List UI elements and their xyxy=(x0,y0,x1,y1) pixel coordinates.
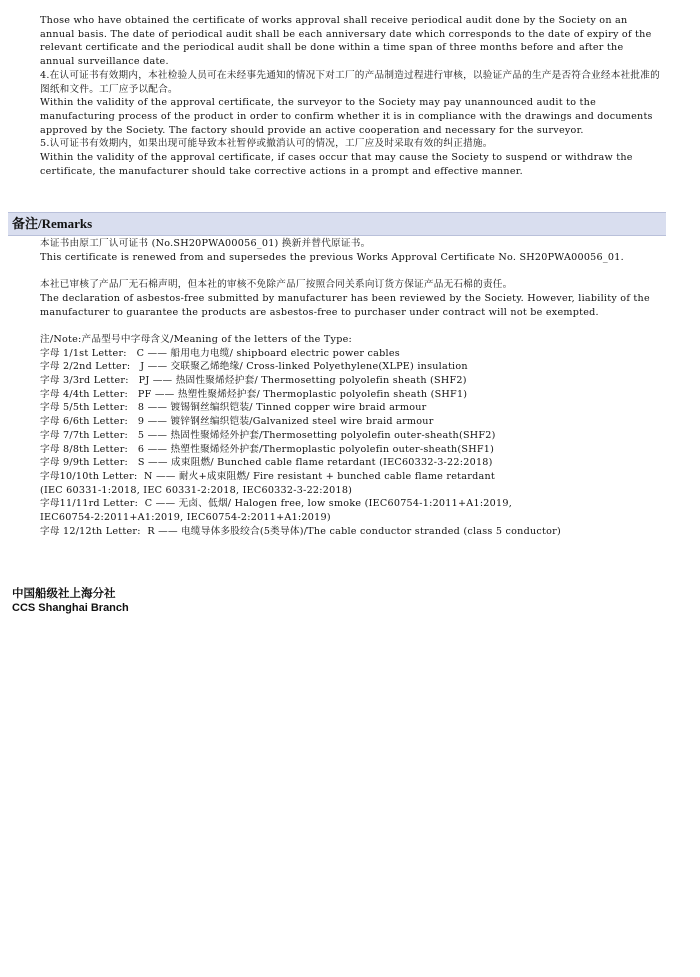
letter-line: 字母 8/8th Letter: 6 —— 热塑性聚烯烃外护套/Thermoplastic polyolefin outer-sheath(SHF1) xyxy=(40,443,495,455)
remarks-header-bar xyxy=(8,212,666,236)
asbestos-note-english: The declaration of asbestos-free submitted by manufacturer has been reviewed by the Society. However, liability of the manufacturer to guarantee the products are asbestos-free to purchaser under contract will not be exempted. xyxy=(40,292,650,318)
letter-11-line-1: 字母11/11rd Letter: C —— 无卤、低烟/ Halogen free, low smoke (IEC60754-1:2011+A1:2019, xyxy=(40,498,513,510)
letter-line: 字母 2/2nd Letter: J —— 交联聚乙烯绝缘/ Cross-linked Polyethylene(XLPE) insulation xyxy=(40,361,468,373)
letter-line: 字母 4/4th Letter: PF —— 热塑性聚烯烃护套/ Thermoplastic polyolefin sheath (SHF1) xyxy=(40,388,468,400)
audit-section xyxy=(40,14,660,178)
item-5-english: Within the validity of the approval certificate, if cases occur that may cause the Society to suspend or withdraw the certificate, the manufacturer should take corrective actions in a prompt and effective manner. xyxy=(40,152,633,177)
issuer-name-chinese: 中国船级社上海分社 xyxy=(12,588,116,600)
type-letters-list xyxy=(40,347,664,470)
item-4-english: Within the validity of the approval certificate, the surveyor to the Society may pay unannounced audit to the manufacturing process of the product in order to confirm whether it is in compliance with the drawings and documents approved by the Society. The factory should provide an active cooperation and necessary for the surveyor. xyxy=(40,97,653,136)
replacement-note-english: This certificate is renewed from and supersedes the previous Works Approval Certificate No. SH20PWA00056_01. xyxy=(40,251,624,263)
issuer-name-english: CCS Shanghai Branch xyxy=(12,602,129,614)
letter-12-line: 字母 12/12th Letter: R —— 电缆导体多股绞合(5类导体)/The cable conductor stranded (class 5 conductor) xyxy=(40,525,562,537)
item-5-chinese: 5.认可证书有效期内，如果出现可能导致本社暂停或撤消认可的情况，工厂应及时采取有效的纠正措施。 xyxy=(40,138,493,150)
letter-line: 字母 5/5th Letter: 8 —— 镀锡铜丝编织铠装/ Tinned copper wire braid armour xyxy=(40,402,427,414)
asbestos-note-chinese: 本社已审核了产品厂无石棉声明，但本社的审核不免除产品厂按照合同关系向订货方保证产品无石棉的责任。 xyxy=(40,279,513,291)
issuer-block xyxy=(12,587,129,615)
letter-line: 字母 1/1st Letter: C —— 船用电力电缆/ shipboard electric power cables xyxy=(40,347,400,359)
letter-10-line-2: (IEC 60331-1:2018, IEC 60331-2:2018, IEC60332-3-22:2018) xyxy=(40,484,353,496)
item-4-chinese: 4.在认可证书有效期内，本社检验人员可在未经事先通知的情况下对工厂的产品制造过程进行审核，以验证产品的生产是否符合业经本社批准的图纸和文件。工厂应予以配合。 xyxy=(40,69,660,95)
letter-10-line-1: 字母10/10th Letter: N —— 耐火+成束阻燃/ Fire resistant + bunched cable flame retardant xyxy=(40,470,495,482)
letter-11-line-2: IEC60754-2:2011+A1:2019, IEC60754-2:2011+A1:2019) xyxy=(40,512,331,524)
spacer xyxy=(40,264,664,278)
letter-line: 字母 9/9th Letter: S —— 成束阻燃/ Bunched cable flame retardant (IEC60332-3-22:2018) xyxy=(40,457,493,469)
letter-line: 字母 3/3rd Letter: PJ —— 热固性聚烯烃护套/ Thermosetting polyolefin sheath (SHF2) xyxy=(40,375,467,386)
replacement-note-chinese: 本证书由原工厂认可证书 (No.SH20PWA00056_01) 换新并替代原证书。 xyxy=(40,238,371,249)
remarks-body xyxy=(40,237,664,538)
spacer xyxy=(40,319,664,333)
periodical-audit-paragraph: Those who have obtained the certificate of works approval shall receive periodical audit done by the Society on an annual basis. The date of periodical audit shall be each anniversary date which corresponds to the date of expiry of the relevant certificate and the periodical audit shall be done within a time span of three months before and after the annual surveillance date. xyxy=(40,15,652,68)
remarks-title: 备注/Remarks xyxy=(12,216,93,231)
letter-line: 字母 7/7th Letter: 5 —— 热固性聚烯烃外护套/Thermosetting polyolefin outer-sheath(SHF2) xyxy=(40,429,496,441)
letter-line: 字母 6/6th Letter: 9 —— 镀锌钢丝编织铠装/Galvanized steel wire braid armour xyxy=(40,416,434,428)
type-letters-heading: 注/Note:产品型号中字母含义/Meaning of the letters of the Type: xyxy=(40,333,353,345)
